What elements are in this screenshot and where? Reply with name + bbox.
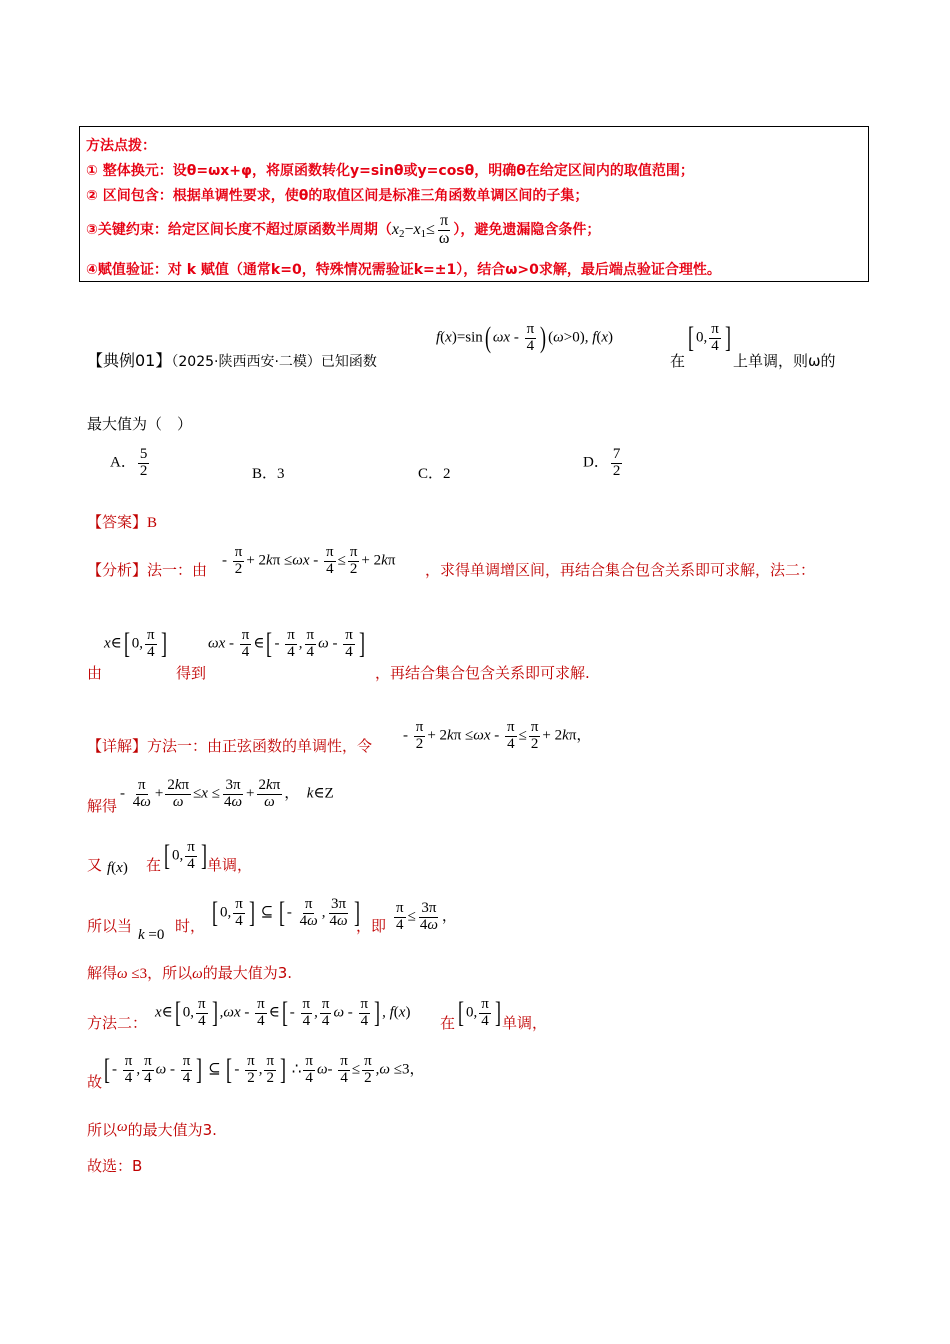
answer: 【答案】B (87, 513, 158, 531)
example-question-line1 (87, 348, 377, 371)
detail-ineq-k0: $\frac{\pi}{4}$ ≤ $\frac{3\pi}{4\omega}$ ， (396, 900, 457, 933)
final-line: 所以ω的最大值为3. (87, 1119, 217, 1139)
method2-monotonic: 单调， (502, 1014, 548, 1032)
tips-title: 方法点拨： (86, 138, 156, 154)
detail-line2-text: 解得 (87, 797, 118, 815)
option-b[interactable]: B．3 (252, 466, 285, 482)
detail-line4-text1: 所以当 (87, 917, 133, 935)
analysis-line1: 【分析】法一：由 (87, 561, 208, 579)
option-d[interactable]: D． $\frac{7}{2}$ (583, 446, 621, 479)
method-tips-box (79, 126, 869, 282)
detail-inequality: - $\frac{\pi}{2}$ + 2kπ ≤ωx - $\frac{\pi}{4}$ ≤ $\frac{\pi}{2}$ + 2kπ， (403, 719, 592, 752)
analysis-range: ωx - $\frac{\pi}{4}$ ∈[ - $\frac{\pi}{4}$ , $\frac{\pi}{4}$ ω - $\frac{\pi}{4}$ ] (208, 627, 365, 661)
detail-monotonic: 单调， (207, 856, 253, 874)
method2-interval: [ 0, $\frac{\pi}{4}$ ] (458, 996, 501, 1030)
detail-x-range: - $\frac{\pi}{4\omega}$ + $\frac{2k\pi}{\omega}$ ≤x ≤ $\frac{3\pi}{4\omega}$ + $\frac{2k\pi}{\omega}$ ， k∈Z (120, 777, 334, 810)
question-line2: 最大值为（ ） (87, 415, 193, 433)
method2-label: 方法二： (87, 1014, 148, 1032)
detail-line1: 【详解】方法一：由正弦函数的单调性，令 (87, 737, 373, 755)
detail-line5: 解得ω ≤3，所以ω的最大值为3. (87, 964, 293, 982)
analysis-line2-mid: 得到 (176, 664, 207, 682)
tip-item-3: ③关键约束：给定区间长度不超过原函数半周期（$x_2-x_1\le$ $\frac{\pi}{\omega}$ ），避免遗漏隐含条件； (86, 212, 601, 247)
analysis-line1-suffix: ，求得单调增区间，再结合集合包含关系即可求解，法二： (425, 561, 816, 579)
detail-subset: [ 0, $\frac{\pi}{4}$ ] ⊆ [ - $\frac{\pi}{4\omega}$ , $\frac{3\pi}{4\omega}$ ] (212, 896, 360, 930)
detail-fx: f(x) (107, 860, 128, 876)
method2-math: x∈[ 0, $\frac{\pi}{4}$ ] ,ωx - $\frac{\pi}{4}$ ∈[ - $\frac{\pi}{4}$ , $\frac{\pi}{4}$ ω - $\frac{\pi}{4}$ ] , f(x) (155, 996, 411, 1030)
detail-interval: [ 0, $\frac{\pi}{4}$ ] (164, 839, 207, 873)
analysis-line2-suffix: ，再结合集合包含关系即可求解. (375, 664, 590, 682)
gu-label: 故 (87, 1073, 103, 1091)
detail-line4-text3: ，即 (356, 917, 387, 935)
tip-item-1: ① 整体换元：设θ=ωx+φ，将原函数转化y=sinθ或y=cosθ，明确θ在给定区间内的取值范围； (86, 163, 694, 179)
detail-k0: k =0 (138, 927, 165, 943)
option-c[interactable]: C．2 (418, 466, 451, 482)
analysis-x-interval: x∈[ 0, $\frac{\pi}{4}$ ] (104, 627, 167, 661)
detail-on: 在 (146, 856, 162, 874)
example-tag: 【典例01】 (87, 351, 172, 370)
tip-item-2: ② 区间包含：根据单调性要求，使θ的取值区间是标准三角函数单调区间的子集； (86, 188, 589, 204)
half-period-formula: $x_2-x_1\le$ $\frac{\pi}{\omega}$ (391, 212, 450, 247)
option-a[interactable]: A． $\frac{5}{2}$ (110, 446, 148, 479)
question-tail: 上单调，则ω的 (733, 352, 836, 370)
analysis-inequality: - $\frac{\pi}{2}$ + 2kπ ≤ωx - $\frac{\pi}{4}$ ≤ $\frac{\pi}{2}$ + 2kπ (222, 544, 396, 577)
analysis-line2-prefix: 由 (87, 664, 103, 682)
final-choice: 故选：B (87, 1157, 143, 1175)
detail-line4-text2: 时， (175, 917, 206, 935)
example-source: （2025·陕西西安·二模）已知函数 (171, 354, 377, 370)
on-label: 在 (670, 352, 686, 370)
method2-on: 在 (440, 1014, 456, 1032)
detail-line3: 又 (87, 856, 103, 874)
interval-0-pi4: [ 0, $\frac{\pi}{4}$ ] (688, 321, 731, 355)
gu-math: [ - $\frac{\pi}{4}$ , $\frac{\pi}{4}$ ω - $\frac{\pi}{4}$ ] ⊆ [ - $\frac{\pi}{2}$ , $\frac{\pi}{2}$ ] ∴ $\frac{\pi}{4}$ ω- $\frac{\pi}{4}$ ≤ $\frac{\pi}{2}$ ,ω ≤3， (104, 1053, 425, 1087)
function-definition: f(x)=sin( ωx - $\frac{\pi}{4}$ ) (ω>0), f(x) (436, 321, 614, 355)
tip-item-4: ④赋值验证：对 k 赋值（通常k=0，特殊情况需验证k=±1），结合ω>0求解，最后端点验证合理性。 (86, 262, 721, 278)
